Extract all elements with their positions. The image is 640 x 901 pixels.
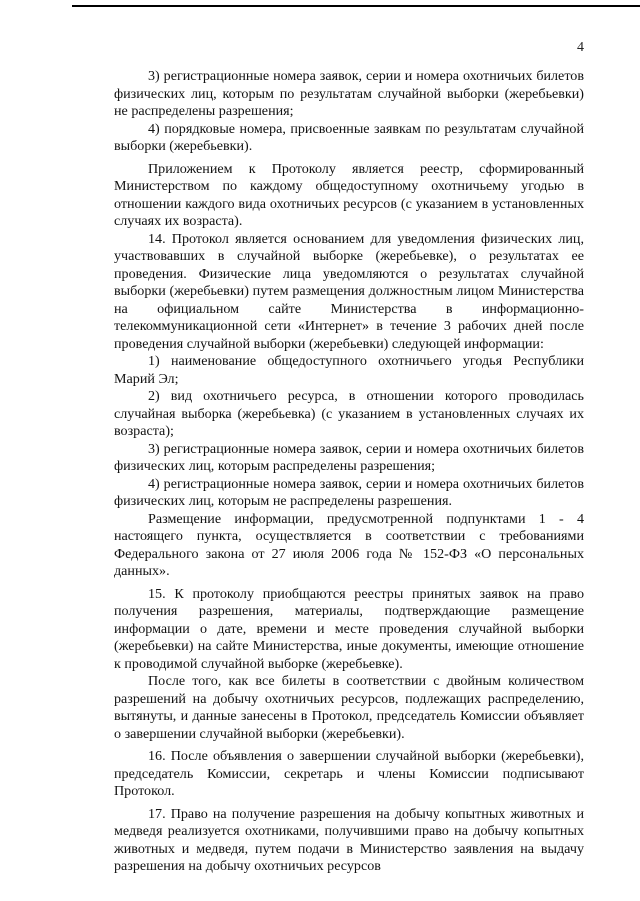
page-number: 4 (577, 40, 584, 55)
paragraph-14: 14. Протокол является основанием для уведомления физических лиц, участвовавших в случайной выборке (жеребьевке), о результатах ее проведения. Физические лица уведомляются о результатах случайной выборки (жеребьевки) путем размещения должностным лицом Министерства на официальном сайте Министерства в информационно-телекоммуникационной сети «Интернет» в течение 3 рабочих дней после проведения случайной выборки (жеребьевки) следующей информации: (114, 230, 584, 352)
top-border-line (72, 5, 640, 7)
paragraph-completion: После того, как все билеты в соответствии с двойным количеством разрешений на добычу охотничьих ресурсов, подлежащих распределению, вытянуты, и данные занесены в Протокол, председатель Комиссии объявляет о завершении случайной выборки (жеребьевки). (114, 673, 584, 742)
paragraph-14-item-4: 4) регистрационные номера заявок, серии и номера охотничьих билетов физических лиц, которым не распределены разрешения. (114, 475, 584, 509)
document-body (114, 68, 584, 876)
paragraph-14-item-2: 2) вид охотничьего ресурса, в отношении которого проводилась случайная выборка (жеребьевка) (с указанием в установленных случаях их возраста); (114, 388, 584, 439)
paragraph-14-item-1: 1) наименование общедоступного охотничьего угодья Республики Марий Эл; (114, 353, 584, 387)
paragraph-14-item-3: 3) регистрационные номера заявок, серии и номера охотничьих билетов физических лиц, которым распределены разрешения; (114, 440, 584, 474)
paragraph-item-3: 3) регистрационные номера заявок, серии и номера охотничьих билетов физических лиц, которым по результатам случайной выборки (жеребьевки) не распределены разрешения; (114, 68, 584, 119)
paragraph-appendix: Приложением к Протоколу является реестр, сформированный Министерством по каждому общедоступному охотничьему угодью в отношении каждого вида охотничьих ресурсов (с указанием в установленных случаях их возраста). (114, 160, 584, 229)
paragraph-16: 16. После объявления о завершении случайной выборки (жеребьевки), председатель Комиссии, секретарь и члены Комиссии подписывают Протокол. (114, 748, 584, 799)
paragraph-17: 17. Право на получение разрешения на добычу копытных животных и медведя реализуется охотниками, получившими право на добычу копытных животных и медведя, путем подачи в Министерство заявления на выдачу разрешения на добычу охотничьих ресурсов (114, 805, 584, 874)
paragraph-personal-data: Размещение информации, предусмотренной подпунктами 1 - 4 настоящего пункта, осуществляется в соответствии с требованиями Федерального закона от 27 июля 2006 года № 152-ФЗ «О персональных данных». (114, 510, 584, 579)
paragraph-15: 15. К протоколу приобщаются реестры принятых заявок на право получения разрешения, материалы, подтверждающие размещение информации о дате, времени и месте проведения случайной выборки (жеребьевки) на сайте Министерства, иные документы, имеющие отношение к проводимой случайной выборке (жеребьевке). (114, 585, 584, 672)
paragraph-item-4: 4) порядковые номера, присвоенные заявкам по результатам случайной выборки (жеребьевки). (114, 120, 584, 154)
